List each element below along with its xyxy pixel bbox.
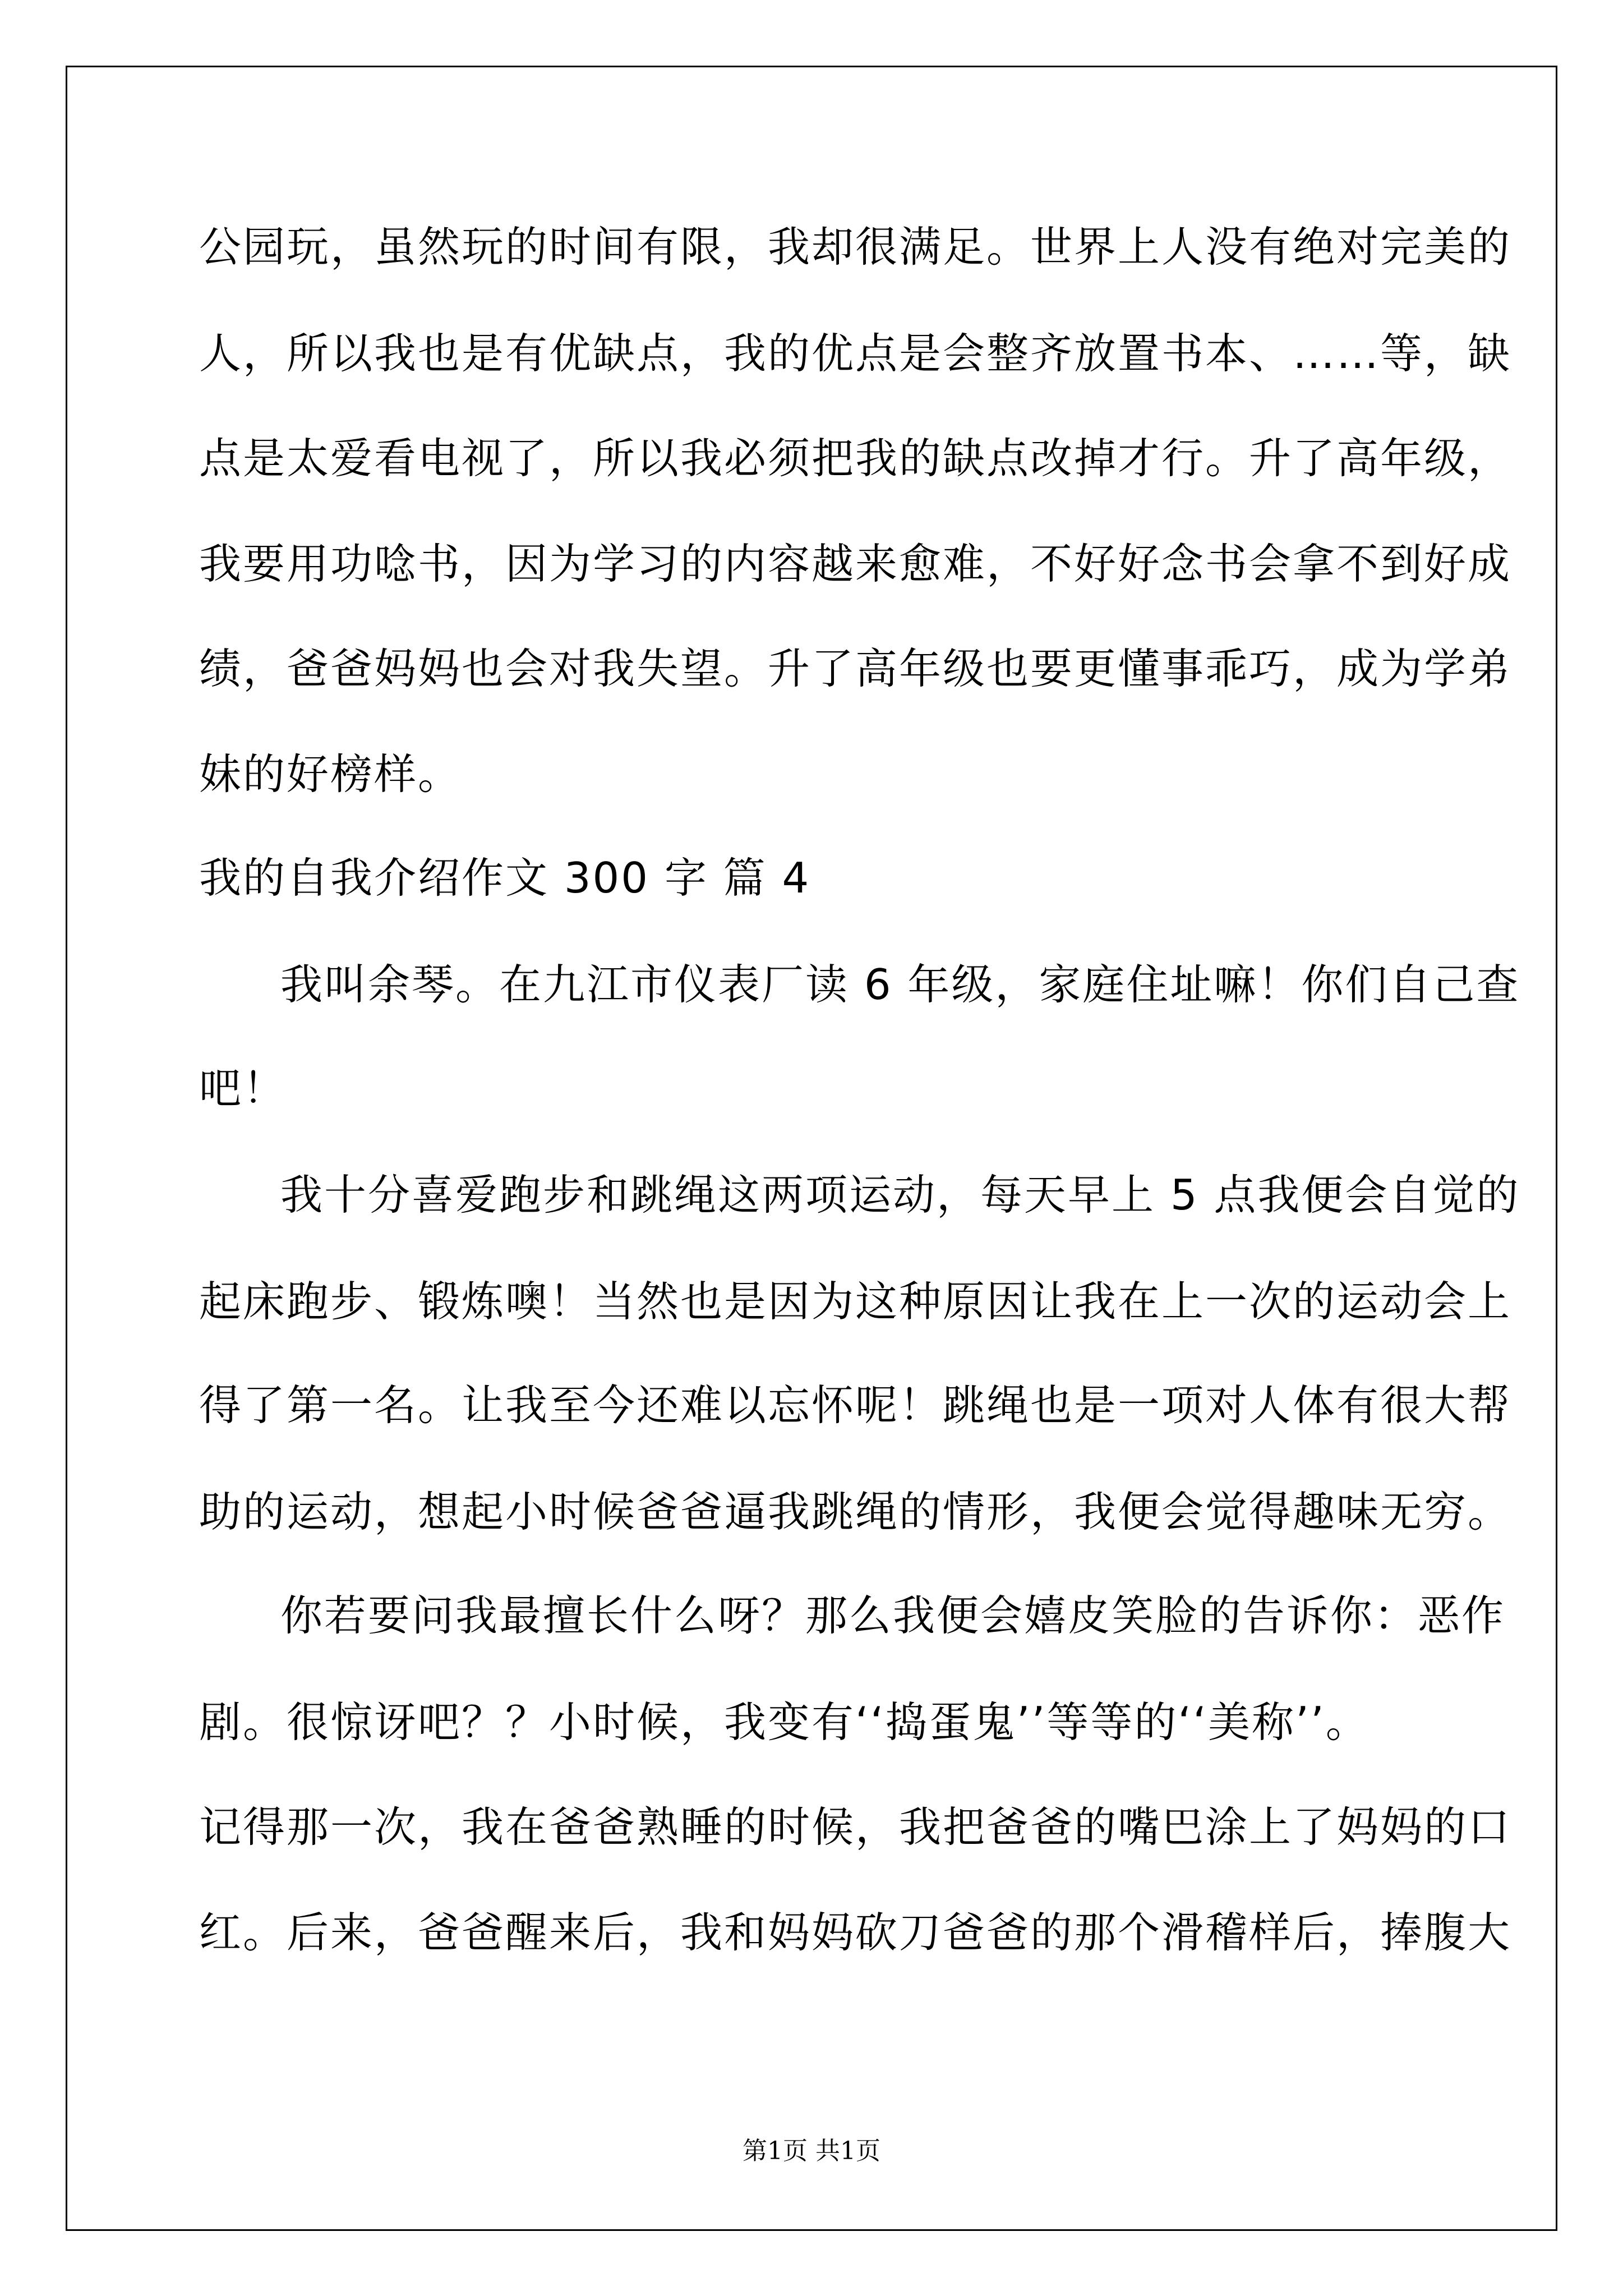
paragraph-line: 我十分喜爱跑步和跳绳这两项运动，每天早上 5 点我便会自觉的: [280, 1170, 1520, 1220]
section-heading: 我的自我介绍作文 300 字 篇 4: [199, 853, 811, 903]
paragraph-line: 得了第一名。让我至今还难以忘怀呢！跳绳也是一项对人体有很大帮: [199, 1381, 1512, 1430]
paragraph-line: 吧！: [199, 1064, 287, 1113]
paragraph-line: 助的运动，想起小时候爸爸逼我跳绳的情形，我便会觉得趣味无穷。: [199, 1487, 1512, 1536]
paragraph-line: 剧。很惊讶吧？？小时候，我变有‘‘捣蛋鬼’’等等的‘‘美称’’。: [199, 1697, 1370, 1747]
paragraph-line: 我叫余琴。在九江市仪表厂读 6 年级，家庭住址嘛！你们自己查: [280, 960, 1520, 1009]
paragraph-line: 红。后来，爸爸醒来后，我和妈妈砍刀爸爸的那个滑稽样后，捧腹大: [199, 1908, 1512, 1957]
paragraph-line: 人，所以我也是有优缺点，我的优点是会整齐放置书本、……等，缺: [199, 329, 1512, 378]
paragraph-line: 我要用功唸书，因为学习的内容越来愈难，不好好念书会拿不到好成: [199, 539, 1512, 588]
paragraph-line: 妹的好榜样。: [199, 749, 462, 799]
page-border: [66, 66, 1557, 2231]
paragraph-line: 绩，爸爸妈妈也会对我失望。升了高年级也要更懂事乖巧，成为学弟: [199, 644, 1512, 693]
page-footer: 第1页 共1页: [743, 2137, 880, 2165]
paragraph-line: 记得那一次，我在爸爸熟睡的时候，我把爸爸的嘴巴涂上了妈妈的口: [199, 1802, 1512, 1852]
paragraph-line: 起床跑步、锻炼噢！当然也是因为这种原因让我在上一次的运动会上: [199, 1277, 1512, 1326]
paragraph-line: 公园玩，虽然玩的时间有限，我却很满足。世界上人没有绝对完美的: [199, 222, 1512, 272]
paragraph-line: 点是太爱看电视了，所以我必须把我的缺点改掉才行。升了高年级，: [199, 434, 1512, 483]
paragraph-line: 你若要问我最擅长什么呀？那么我便会嬉皮笑脸的告诉你：恶作: [280, 1591, 1506, 1640]
